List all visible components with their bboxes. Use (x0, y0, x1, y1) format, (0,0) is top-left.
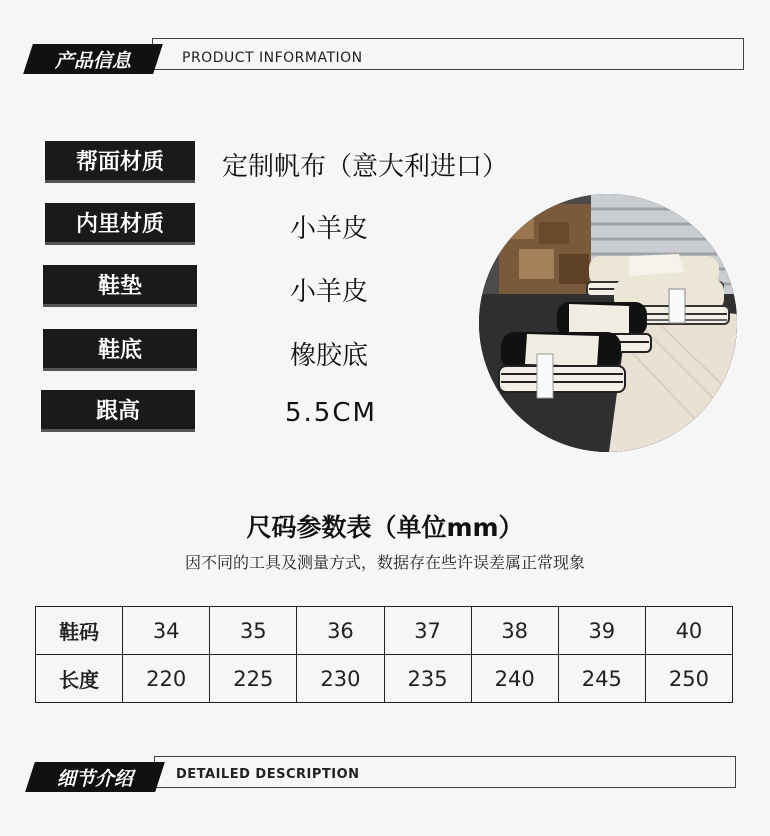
length-row-header: 长度 (36, 655, 123, 703)
size-cell: 34 (123, 607, 210, 655)
sneaker-photo-svg (479, 194, 737, 452)
length-cell: 225 (210, 655, 297, 703)
attr-value-insole: 小羊皮 (290, 277, 369, 307)
size-cell: 40 (645, 607, 732, 655)
attr-label-lining: 内里材质 (45, 203, 195, 245)
product-info-title-cn: 产品信息 (54, 49, 131, 72)
product-info-title-tag (23, 44, 163, 74)
size-row (36, 607, 733, 655)
size-cell: 38 (471, 607, 558, 655)
attr-value-upper: 定制帆布（意大利进口） (222, 152, 509, 182)
size-cell: 35 (210, 607, 297, 655)
length-cell: 245 (558, 655, 645, 703)
length-cell: 220 (123, 655, 210, 703)
size-cell: 37 (384, 607, 471, 655)
detail-title-en: DETAILED DESCRIPTION (176, 767, 360, 782)
length-cell: 240 (471, 655, 558, 703)
size-chart-title: 尺码参数表（单位mm） (246, 513, 524, 542)
attr-label-insole: 鞋垫 (43, 265, 197, 307)
sneaker-photo (479, 194, 737, 452)
attr-label-upper: 帮面材质 (45, 141, 195, 183)
product-info-title-en: PRODUCT INFORMATION (182, 50, 363, 66)
attr-label-sole: 鞋底 (43, 329, 197, 371)
length-cell: 235 (384, 655, 471, 703)
length-cell: 250 (645, 655, 732, 703)
size-cell: 39 (558, 607, 645, 655)
attr-value-heel: 5.5CM (285, 398, 377, 428)
attr-value-sole: 橡胶底 (290, 341, 369, 371)
attr-label-heel: 跟高 (41, 390, 195, 432)
size-table (35, 606, 733, 703)
length-row (36, 655, 733, 703)
size-chart-note: 因不同的工具及测量方式，数据存在些许误差属正常现象 (184, 553, 585, 572)
length-cell: 230 (297, 655, 384, 703)
detail-title-tag (25, 762, 165, 792)
attr-value-lining: 小羊皮 (290, 214, 369, 244)
size-cell: 36 (297, 607, 384, 655)
detail-title-cn: 细节介绍 (56, 767, 133, 790)
size-row-header: 鞋码 (36, 607, 123, 655)
